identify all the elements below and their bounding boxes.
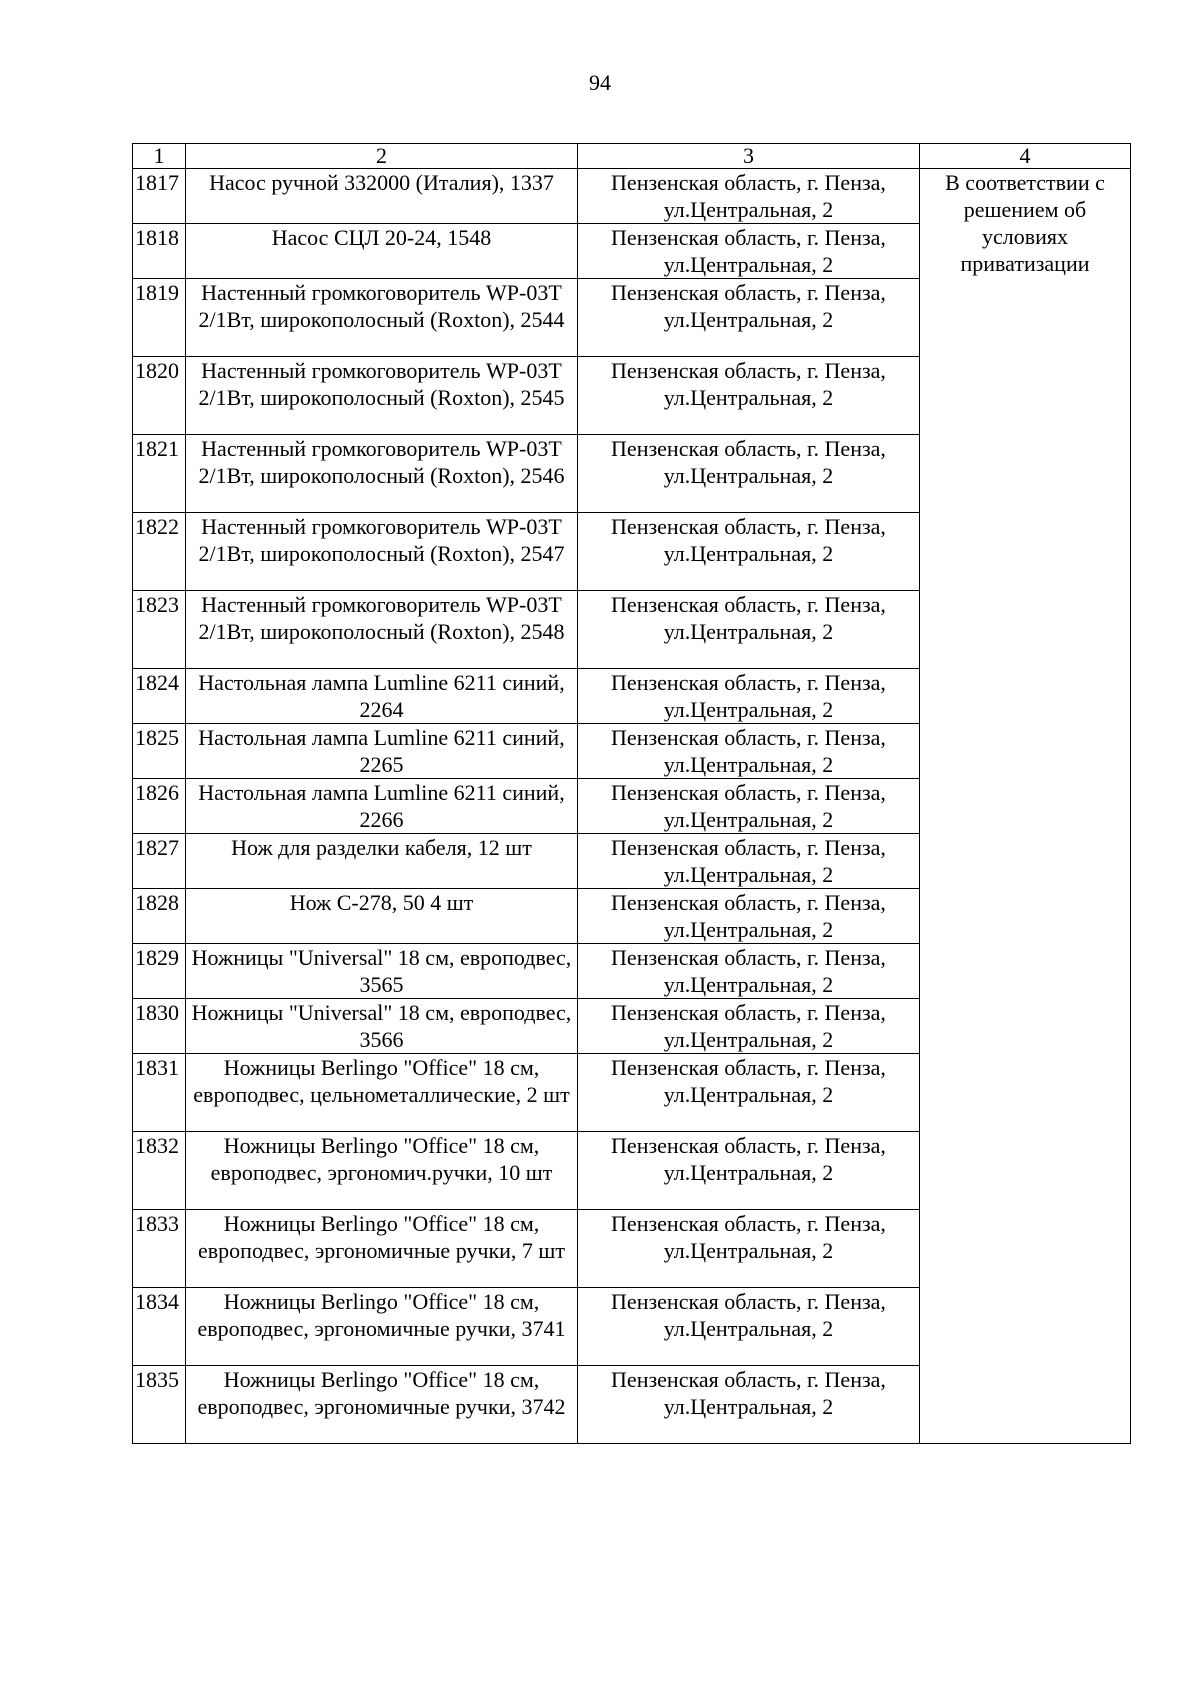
item-name: Настольная лампа Lumline 6211 синий, 2264 <box>186 669 578 724</box>
row-number: 1832 <box>133 1132 186 1210</box>
item-address <box>578 889 920 944</box>
address-line-2: ул.Центральная, 2 <box>663 463 834 488</box>
item-address <box>578 1054 920 1132</box>
item-name: Ножницы Berlingo "Office" 18 см, европодвес, эргономичные ручки, 3742 <box>186 1366 578 1444</box>
address-line-2: ул.Центральная, 2 <box>663 252 834 277</box>
address-line-1: Пензенская область, г. Пенза, <box>611 358 886 383</box>
address-line-1: Пензенская область, г. Пенза, <box>611 1211 886 1236</box>
address-line-2: ул.Центральная, 2 <box>663 862 834 887</box>
item-address <box>578 944 920 999</box>
address-line-2: ул.Центральная, 2 <box>663 541 834 566</box>
row-number: 1817 <box>133 169 186 224</box>
item-name: Настенный громкоговоритель WP-03T 2/1Вт, широкополосный (Roxton), 2548 <box>186 591 578 669</box>
row-number: 1831 <box>133 1054 186 1132</box>
address-line-2: ул.Центральная, 2 <box>663 697 834 722</box>
property-table <box>132 143 1131 1444</box>
item-name: Нож С-278, 50 4 шт <box>186 889 578 944</box>
address-line-1: Пензенская область, г. Пенза, <box>611 1133 886 1158</box>
item-name: Нож для разделки кабеля, 12 шт <box>186 834 578 889</box>
item-address <box>578 1132 920 1210</box>
address-line-1: Пензенская область, г. Пенза, <box>611 225 886 250</box>
address-line-2: ул.Центральная, 2 <box>663 972 834 997</box>
address-line-1: Пензенская область, г. Пенза, <box>611 436 886 461</box>
row-number: 1827 <box>133 834 186 889</box>
row-number: 1829 <box>133 944 186 999</box>
address-line-2: ул.Центральная, 2 <box>663 385 834 410</box>
address-line-1: Пензенская область, г. Пенза, <box>611 725 886 750</box>
item-name: Ножницы "Universal" 18 см, европодвес, 3565 <box>186 944 578 999</box>
row-number: 1824 <box>133 669 186 724</box>
item-name: Ножницы Berlingo "Office" 18 см, европодвес, эргономичные ручки, 7 шт <box>186 1210 578 1288</box>
item-name: Насос СЦЛ 20-24, 1548 <box>186 224 578 279</box>
table-header <box>133 144 1131 169</box>
row-number: 1823 <box>133 591 186 669</box>
address-line-2: ул.Центральная, 2 <box>663 197 834 222</box>
row-number: 1826 <box>133 779 186 834</box>
address-line-1: Пензенская область, г. Пенза, <box>611 514 886 539</box>
row-number: 1819 <box>133 279 186 357</box>
header-col-1: 1 <box>133 144 186 169</box>
item-address <box>578 513 920 591</box>
table-row <box>133 169 1131 224</box>
address-line-2: ул.Центральная, 2 <box>663 807 834 832</box>
address-line-1: Пензенская область, г. Пенза, <box>611 170 886 195</box>
address-line-2: ул.Центральная, 2 <box>663 1316 834 1341</box>
address-line-2: ул.Центральная, 2 <box>663 1027 834 1052</box>
row-number: 1820 <box>133 357 186 435</box>
item-name: Ножницы Berlingo "Office" 18 см, европодвес, цельнометаллические, 2 шт <box>186 1054 578 1132</box>
item-address <box>578 1366 920 1444</box>
address-line-1: Пензенская область, г. Пенза, <box>611 592 886 617</box>
header-row <box>133 144 1131 169</box>
address-line-1: Пензенская область, г. Пенза, <box>611 1000 886 1025</box>
row-number: 1818 <box>133 224 186 279</box>
address-line-2: ул.Центральная, 2 <box>663 917 834 942</box>
item-address <box>578 1210 920 1288</box>
page-number: 94 <box>589 70 611 95</box>
address-line-2: ул.Центральная, 2 <box>663 1082 834 1107</box>
item-address <box>578 779 920 834</box>
item-address <box>578 669 920 724</box>
item-name: Ножницы "Universal" 18 см, европодвес, 3566 <box>186 999 578 1054</box>
address-line-2: ул.Центральная, 2 <box>663 307 834 332</box>
address-line-2: ул.Центральная, 2 <box>663 752 834 777</box>
address-line-1: Пензенская область, г. Пенза, <box>611 1367 886 1392</box>
item-name: Настенный громкоговоритель WP-03T 2/1Вт, широкополосный (Roxton), 2544 <box>186 279 578 357</box>
item-address <box>578 999 920 1054</box>
address-line-1: Пензенская область, г. Пенза, <box>611 945 886 970</box>
item-address <box>578 1288 920 1366</box>
row-number: 1828 <box>133 889 186 944</box>
row-number: 1822 <box>133 513 186 591</box>
item-address <box>578 834 920 889</box>
address-line-1: Пензенская область, г. Пенза, <box>611 835 886 860</box>
address-line-2: ул.Центральная, 2 <box>663 1238 834 1263</box>
item-name: Ножницы Berlingo "Office" 18 см, европодвес, эргономичные ручки, 3741 <box>186 1288 578 1366</box>
address-line-1: Пензенская область, г. Пенза, <box>611 1055 886 1080</box>
row-number: 1835 <box>133 1366 186 1444</box>
row-number: 1834 <box>133 1288 186 1366</box>
address-line-2: ул.Центральная, 2 <box>663 1160 834 1185</box>
item-address <box>578 357 920 435</box>
row-number: 1833 <box>133 1210 186 1288</box>
row-number: 1821 <box>133 435 186 513</box>
item-name: Настенный громкоговоритель WP-03T 2/1Вт, широкополосный (Roxton), 2545 <box>186 357 578 435</box>
address-line-2: ул.Центральная, 2 <box>663 619 834 644</box>
item-address <box>578 724 920 779</box>
item-address <box>578 224 920 279</box>
address-line-1: Пензенская область, г. Пенза, <box>611 780 886 805</box>
header-col-2: 2 <box>186 144 578 169</box>
header-col-4: 4 <box>920 144 1131 169</box>
item-name: Настенный громкоговоритель WP-03T 2/1Вт, широкополосный (Roxton), 2546 <box>186 435 578 513</box>
address-line-1: Пензенская область, г. Пенза, <box>611 280 886 305</box>
row-number: 1825 <box>133 724 186 779</box>
table-body <box>133 169 1131 1444</box>
item-name: Настольная лампа Lumline 6211 синий, 2265 <box>186 724 578 779</box>
item-name: Насос ручной 332000 (Италия), 1337 <box>186 169 578 224</box>
item-address <box>578 435 920 513</box>
row-number: 1830 <box>133 999 186 1054</box>
privatization-note: В соответствии с решением об условиях приватизации <box>920 169 1131 1444</box>
header-col-3: 3 <box>578 144 920 169</box>
item-name: Настольная лампа Lumline 6211 синий, 2266 <box>186 779 578 834</box>
address-line-1: Пензенская область, г. Пенза, <box>611 1289 886 1314</box>
item-name: Настенный громкоговоритель WP-03T 2/1Вт, широкополосный (Roxton), 2547 <box>186 513 578 591</box>
item-address <box>578 591 920 669</box>
address-line-2: ул.Центральная, 2 <box>663 1394 834 1419</box>
item-address <box>578 279 920 357</box>
item-name: Ножницы Berlingo "Office" 18 см, европодвес, эргономич.ручки, 10 шт <box>186 1132 578 1210</box>
address-line-1: Пензенская область, г. Пенза, <box>611 670 886 695</box>
item-address <box>578 169 920 224</box>
address-line-1: Пензенская область, г. Пенза, <box>611 890 886 915</box>
